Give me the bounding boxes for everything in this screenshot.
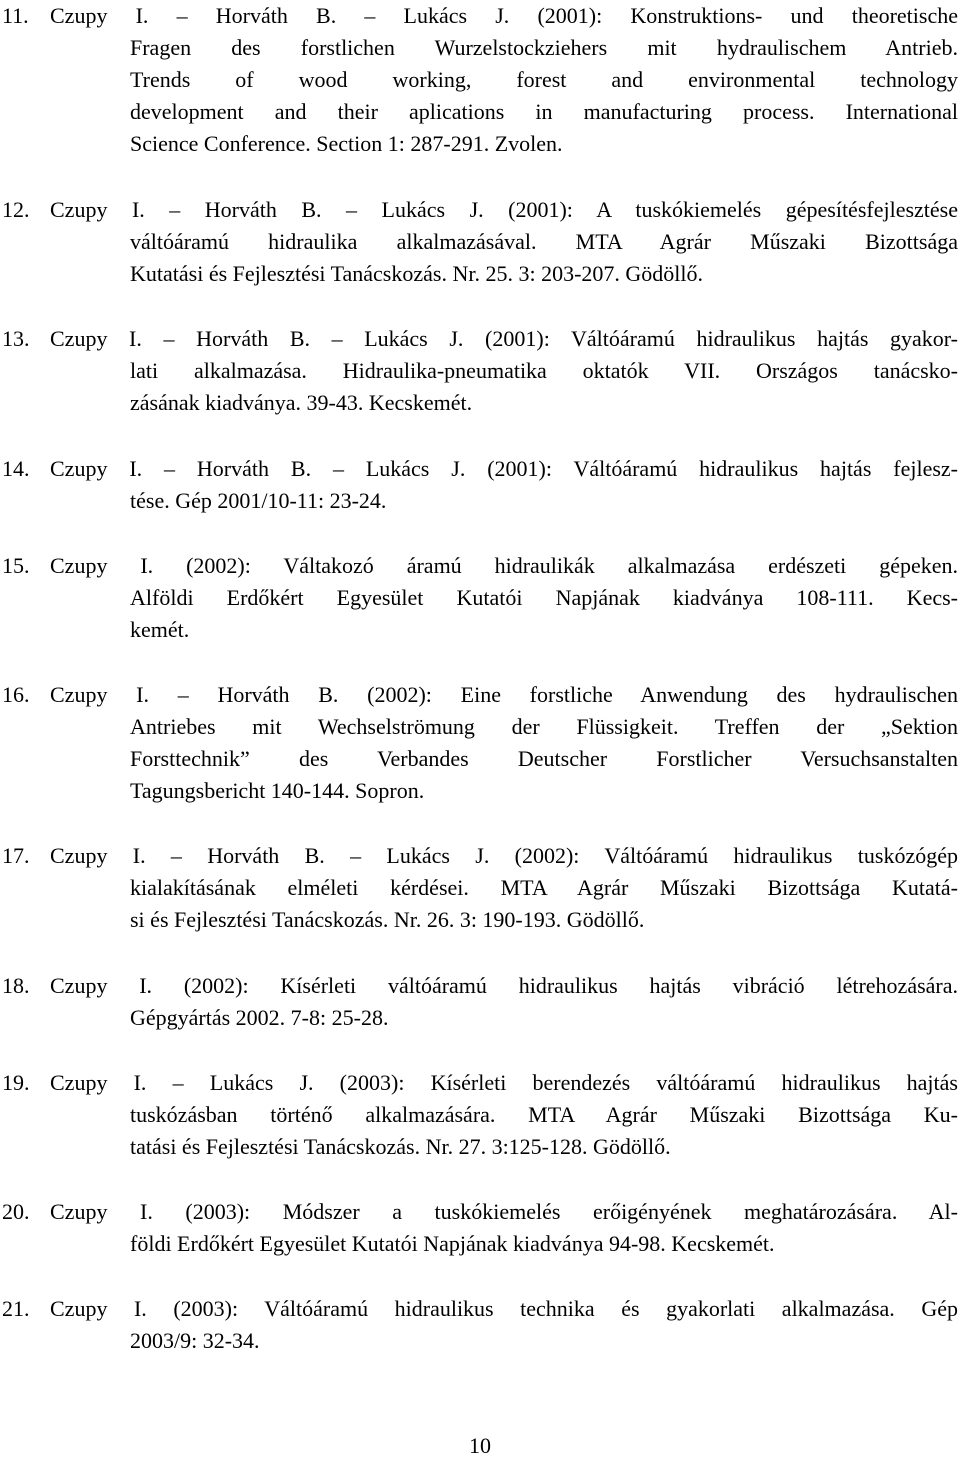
reference-line: Czupy I. – Lukács J. (2003): Kísérleti berendezés váltóáramú hidraulikus hajtás: [50, 1070, 958, 1095]
reference-text: [50, 323, 958, 419]
reference-text: [50, 453, 958, 517]
reference-line: kemét.: [130, 617, 190, 642]
reference-text: [50, 1293, 958, 1357]
reference-number: 16.: [2, 682, 30, 707]
reference-number: 13.: [2, 326, 30, 351]
reference-line: tatási és Fejlesztési Tanácskozás. Nr. 27. 3:125-128. Gödöllő.: [130, 1134, 671, 1159]
reference-text: [50, 679, 958, 807]
reference-line: Gépgyártás 2002. 7-8: 25-28.: [130, 1005, 389, 1030]
reference-line: lati alkalmazása. Hidraulika-pneumatika oktatók VII. Országos tanácsko-: [130, 358, 958, 383]
reference-item: [0, 1293, 958, 1357]
reference-line: tése. Gép 2001/10-11: 23-24.: [130, 488, 387, 513]
reference-line: Alföldi Erdőkért Egyesület Kutatói Napjának kiadványa 108-111. Kecs-: [130, 585, 958, 610]
reference-line: Czupy I. (2002): Kísérleti váltóáramú hidraulikus hajtás vibráció létrehozására.: [50, 973, 958, 998]
reference-line: Czupy I. (2003): Módszer a tuskókiemelés erőigényének meghatározására. Al-: [50, 1199, 958, 1224]
reference-line: Czupy I. (2003): Váltóáramú hidraulikus technika és gyakorlati alkalmazása. Gép: [50, 1296, 958, 1321]
reference-line: kialakításának elméleti kérdései. MTA Agrár Műszaki Bizottsága Kutatá-: [130, 875, 958, 900]
reference-number: 11.: [2, 3, 29, 28]
reference-item: [0, 1067, 958, 1163]
reference-line: földi Erdőkért Egyesület Kutatói Napjának kiadványa 94-98. Kecskemét.: [130, 1231, 775, 1256]
reference-line: Tagungsbericht 140-144. Sopron.: [130, 778, 425, 803]
reference-item: [0, 1196, 958, 1260]
reference-text: [50, 840, 958, 936]
reference-number: 12.: [2, 197, 30, 222]
reference-line: Czupy I. – Horváth B. – Lukács J. (2001): Váltóáramú hidraulikus hajtás fejlesz-: [50, 456, 958, 481]
reference-text: [50, 1196, 958, 1260]
reference-line: tuskózásban történő alkalmazására. MTA Agrár Műszaki Bizottsága Ku-: [130, 1102, 958, 1127]
reference-item: [0, 0, 958, 160]
reference-number: 20.: [2, 1199, 30, 1224]
reference-line: Fragen des forstlichen Wurzelstockziehers mit hydraulischem Antrieb.: [130, 35, 958, 60]
reference-line: Antriebes mit Wechselströmung der Flüssigkeit. Treffen der „Sektion: [130, 714, 958, 739]
reference-item: [0, 323, 958, 419]
reference-line: Science Conference. Section 1: 287-291. Zvolen.: [130, 131, 563, 156]
reference-line: 2003/9: 32-34.: [130, 1328, 260, 1353]
reference-text: [50, 550, 958, 646]
reference-line: Czupy I. – Horváth B. – Lukács J. (2002): Váltóáramú hidraulikus tuskózógép: [50, 843, 958, 868]
reference-line: Czupy I. – Horváth B. (2002): Eine forstliche Anwendung des hydraulischen: [50, 682, 958, 707]
reference-line: Trends of wood working, forest and environmental technology: [130, 67, 958, 92]
reference-line: váltóáramú hidraulika alkalmazásával. MTA Agrár Műszaki Bizottsága: [130, 229, 958, 254]
reference-item: [0, 453, 958, 517]
reference-text: [50, 0, 958, 160]
reference-number: 15.: [2, 553, 30, 578]
reference-text: [50, 194, 958, 290]
reference-line: Czupy I. – Horváth B. – Lukács J. (2001): Konstruktions- und theoretische: [50, 3, 958, 28]
reference-item: [0, 840, 958, 936]
reference-item: [0, 194, 958, 290]
reference-line: Czupy I. (2002): Váltakozó áramú hidraulikák alkalmazása erdészeti gépeken.: [50, 553, 958, 578]
reference-number: 18.: [2, 973, 30, 998]
reference-number: 17.: [2, 843, 30, 868]
reference-line: zásának kiadványa. 39-43. Kecskemét.: [130, 390, 473, 415]
reference-number: 21.: [2, 1296, 30, 1321]
reference-line: Kutatási és Fejlesztési Tanácskozás. Nr. 25. 3: 203-207. Gödöllő.: [130, 261, 704, 286]
reference-item: [0, 679, 958, 807]
reference-line: Forsttechnik” des Verbandes Deutscher Forstlicher Versuchsanstalten: [130, 746, 958, 771]
page-number: 10: [469, 1433, 491, 1458]
reference-number: 19.: [2, 1070, 30, 1095]
reference-line: si és Fejlesztési Tanácskozás. Nr. 26. 3: 190-193. Gödöllő.: [130, 907, 645, 932]
reference-line: Czupy I. – Horváth B. – Lukács J. (2001): A tuskókiemelés gépesítésfejlesztése: [50, 197, 958, 222]
reference-text: [50, 1067, 958, 1163]
reference-item: [0, 970, 958, 1034]
reference-line: Czupy I. – Horváth B. – Lukács J. (2001): Váltóáramú hidraulikus hajtás gyakor-: [50, 326, 958, 351]
reference-item: [0, 550, 958, 646]
reference-line: development and their aplications in manufacturing process. International: [130, 99, 958, 124]
reference-number: 14.: [2, 456, 30, 481]
reference-text: [50, 970, 958, 1034]
